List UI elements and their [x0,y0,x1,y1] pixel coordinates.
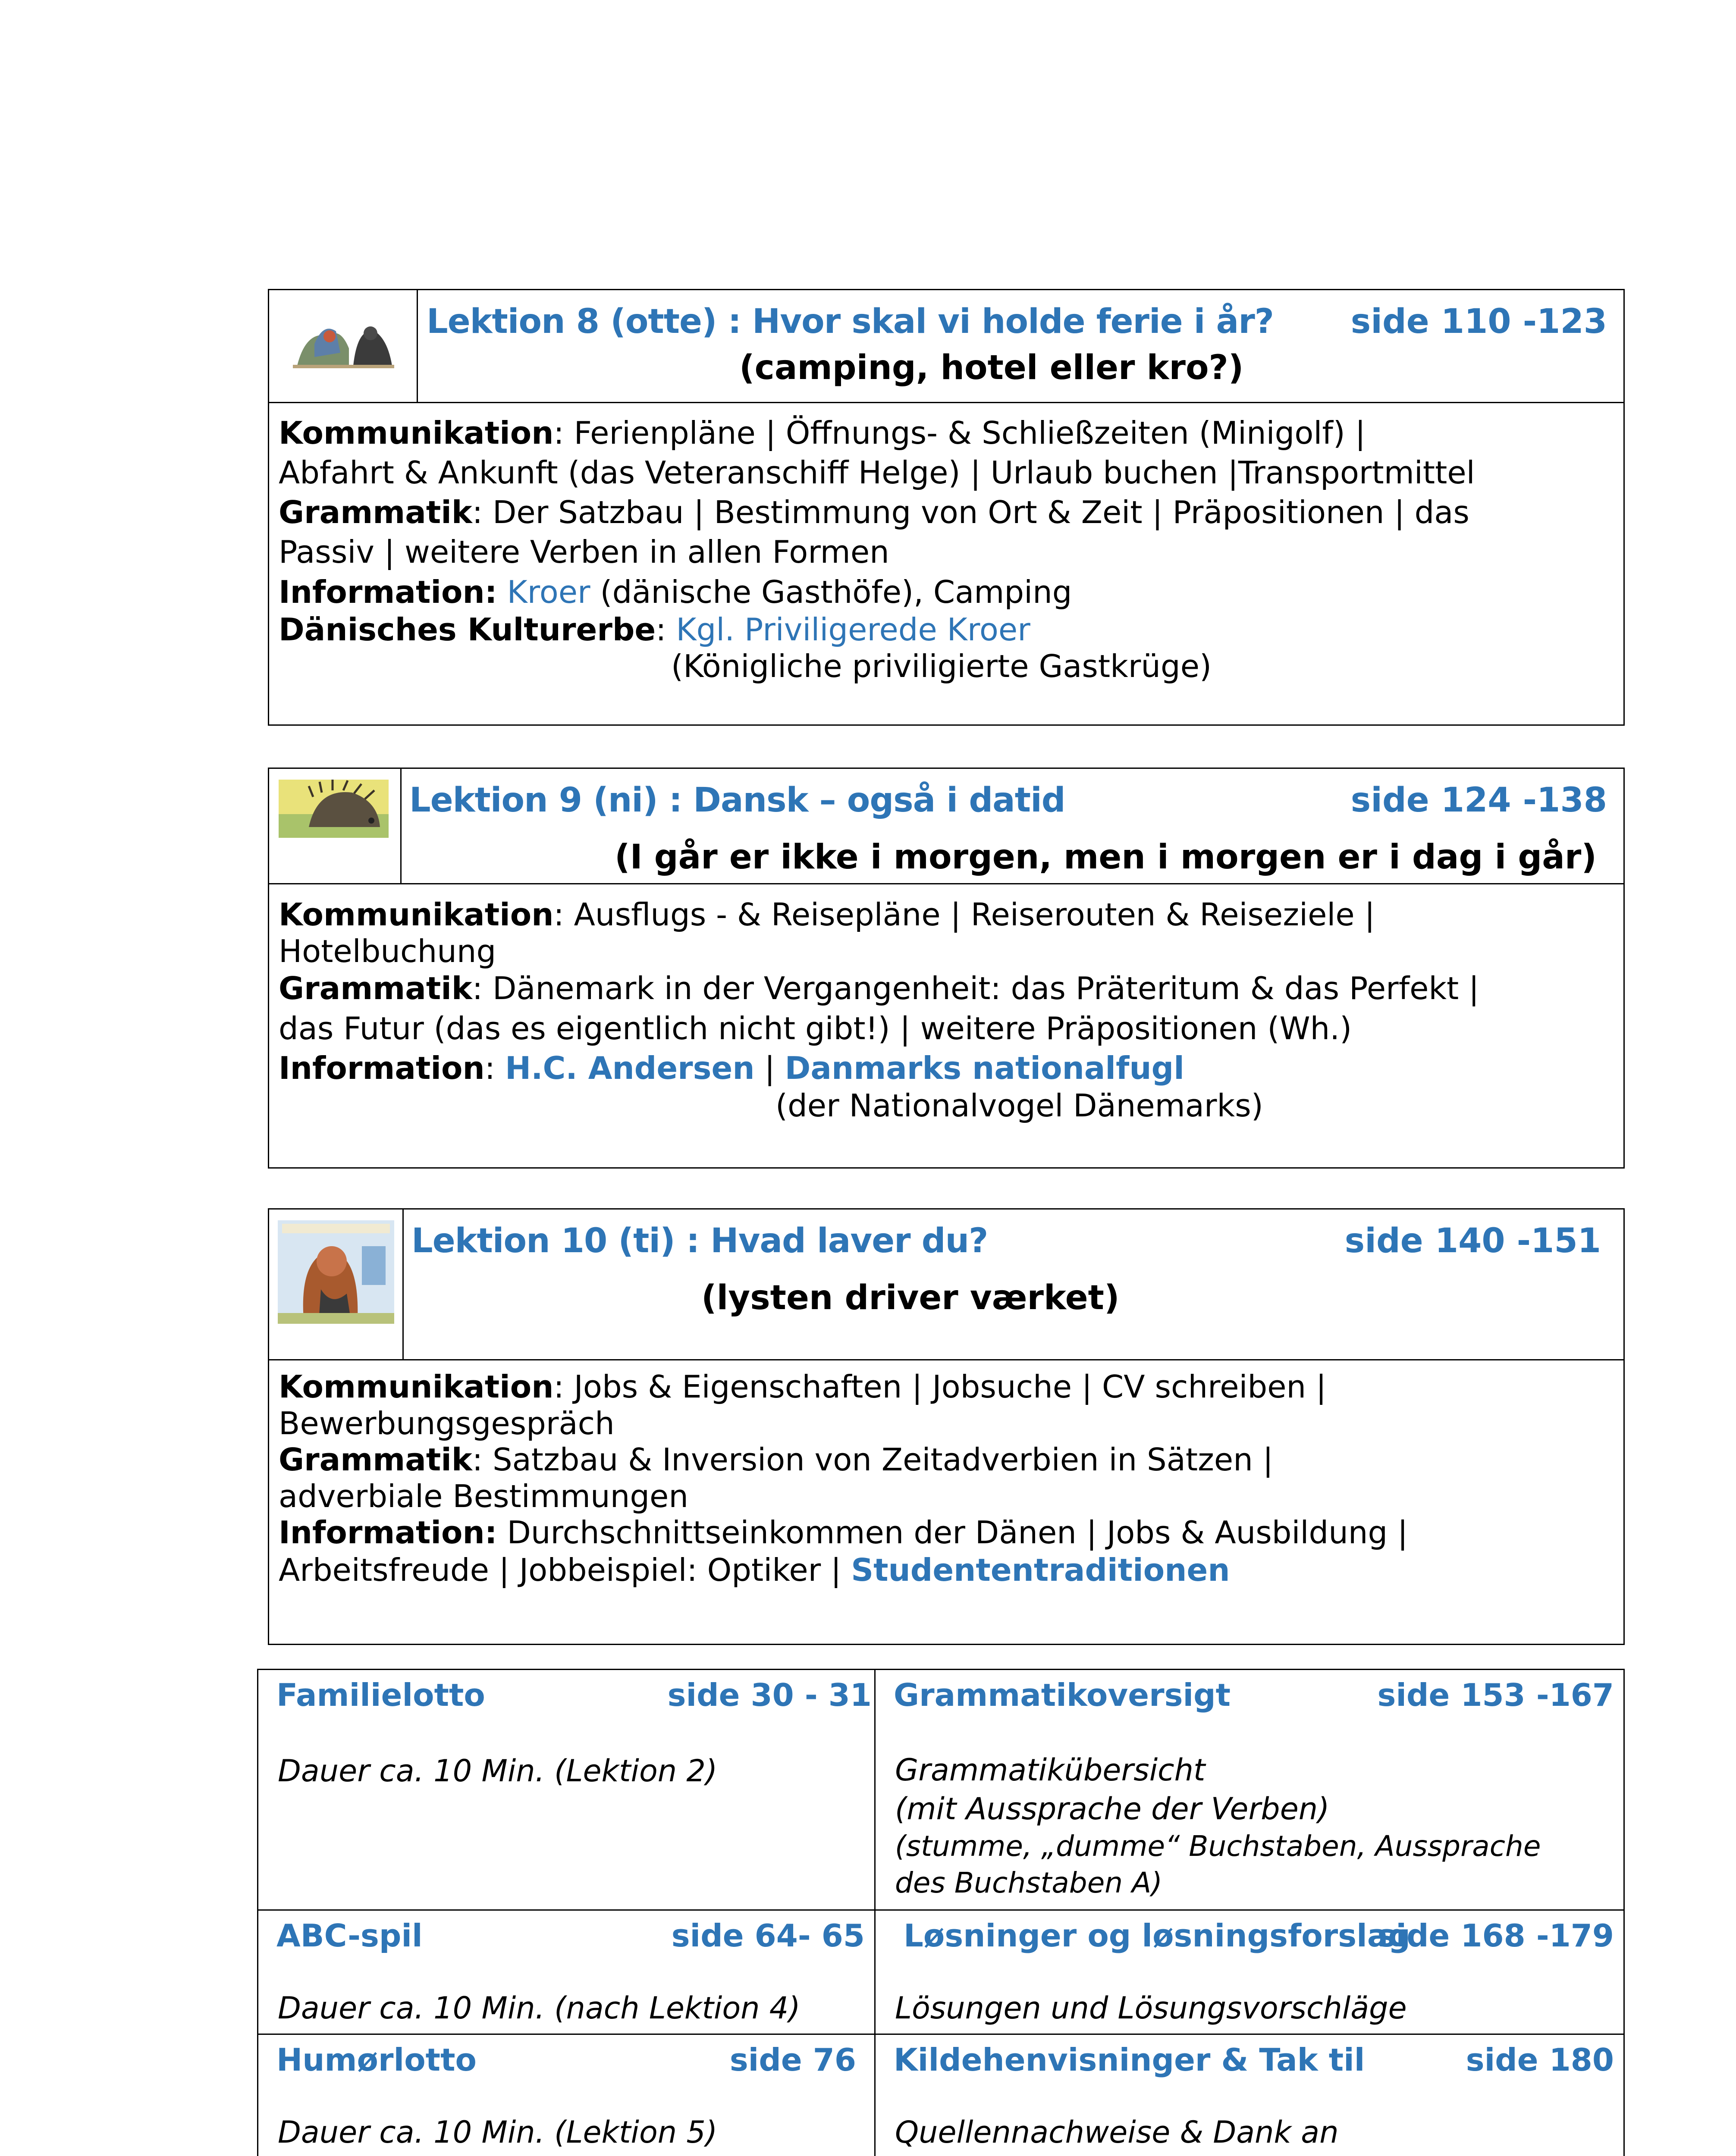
hc-andersen-link[interactable]: H.C. Andersen [505,1050,755,1086]
grammatik-label: Grammatik [279,970,472,1007]
information-label: Information: [279,573,497,610]
lesson-10-content [279,1370,1614,1590]
lesson-10-pages: side 140 -151 [1344,1222,1601,1260]
lesson-10-header [269,1210,1623,1360]
content-text: : Ausflugs - & Reisepläne | Reiserouten & Reiseziele | [553,896,1375,933]
lesson-9-box [268,768,1625,1169]
content-text: Arbeitsfreude | Jobbeispiel: Optiker | [279,1551,851,1588]
lesson-8-content: Kommunikation: Ferienpläne | Öffnungs- & Schließzeiten (Minigolf) | Abfahrt & Ankunft (das Veteranschiff Helge) | Urlaub buchen |Transportmittel Grammatik: Der Satzbau | Bestimmung von Ort & Zeit | Präpositionen | das Passiv | weitere Verben in allen Formen Information: Kroer (dänische Gasthöfe), Camping Dänisches Kulturerbe: Kgl. Priviligerede Kroer (Königliche priviligierte Gastkrüge) [279,413,1614,685]
desc-line: Grammatikübersicht [895,1752,1205,1788]
content-text: (dänische Gasthöfe), Camping [590,573,1072,610]
appendix-table [257,1669,1625,2156]
lesson-9-content: Kommunikation: Ausflugs - & Reisepläne | Reiserouten & Reiseziele | Hotelbuchung Grammatik: Dänemark in der Vergangenheit: das Präteritum & das Perfekt | das Futur (das es eigentlich nicht gibt!) | weitere Präpositionen (Wh.) Information: H.C. Andersen | Danmarks nationalfugl (der Nationalvogel Dänemarks) [279,895,1614,1124]
content-text: Hotelbuchung [279,933,496,970]
kommunikation-label: Kommunikation [279,415,554,451]
lesson-10-illustration-icon [278,1220,394,1324]
lesson-8-box [268,289,1625,726]
nationalfugl-note: (der Nationalvogel Dänemarks) [775,1087,1263,1124]
desc-line: (stumme, „dumme“ Buchstaben, Aussprache [895,1830,1541,1863]
humoerlotto-cell[interactable] [258,2035,874,2156]
information-label: Information [279,1050,485,1086]
content-text: Bewerbungsgespräch [279,1405,615,1442]
cell-title: Humørlotto [276,2042,477,2078]
grammatik-label: Grammatik [279,1442,472,1478]
cell-pages: side 30 - 31 [667,1677,872,1713]
lesson-9-illustration-icon [279,780,389,838]
content-text: : Satzbau & Inversion von Zeitadverbien in Sätzen | [472,1442,1273,1478]
lesson-9-pages: side 124 -138 [1350,781,1607,820]
cell-desc: Dauer ca. 10 Min. (nach Lektion 4) [278,1990,801,2026]
lesson-8-subtitle: (camping, hotel eller kro?) [739,348,1244,387]
kroer-link[interactable]: Kroer [507,573,590,610]
cell-title: Familielotto [276,1677,485,1713]
content-text: Durchschnittseinkommen der Dänen | Jobs & Ausbildung | [497,1514,1408,1551]
familielotto-cell[interactable] [258,1670,874,1909]
lesson-9-header [269,769,1623,884]
lesson-10-subtitle: (lysten driver værket) [701,1279,1120,1317]
lesson-8-illustration-icon [289,314,396,374]
content-text: : Der Satzbau | Bestimmung von Ort & Zeit | Präpositionen | das [472,494,1469,531]
kommunikation-label: Kommunikation [279,896,554,933]
cell-desc: Lösungen und Lösungsvorschläge [895,1990,1407,2026]
content-text: : Dänemark in der Vergangenheit: das Präteritum & das Perfekt | [472,970,1479,1007]
cell-title: ABC-spil [276,1918,423,1954]
lesson-8-thumbnail [269,290,418,402]
cell-pages: side 64- 65 [671,1918,865,1954]
heritage-link[interactable]: Kgl. Priviligerede Kroer [676,611,1030,648]
lesson-9-thumbnail [269,769,402,883]
kommunikation-label: Kommunikation [279,1369,554,1405]
content-text: adverbiale Bestimmungen [279,1478,688,1515]
loesninger-cell[interactable] [876,1911,1623,2034]
desc-line: des Buchstaben A) [895,1866,1163,1899]
grammatik-label: Grammatik [279,494,472,531]
heritage-note: (Königliche priviligierte Gastkrüge) [671,648,1212,684]
studententraditionen-link[interactable]: Studententraditionen [851,1551,1230,1588]
lesson-8-pages: side 110 -123 [1350,302,1607,341]
cell-pages: side 168 -179 [1377,1918,1614,1954]
cell-pages: side 180 [1466,2042,1614,2078]
cell-title: Grammatikoversigt [894,1677,1231,1713]
grammatikoversigt-cell[interactable] [876,1670,1623,1909]
lesson-10-thumbnail [269,1210,404,1359]
lesson-10-box [268,1208,1625,1645]
cell-title: Kildehenvisninger & Tak til [894,2042,1365,2078]
cell-pages: side 153 -167 [1377,1677,1614,1713]
content-text: das Futur (das es eigentlich nicht gibt!) | weitere Präpositionen (Wh.) [279,1010,1352,1047]
cell-pages: side 76 [729,2042,856,2078]
information-label: Information: [279,1514,497,1551]
cell-desc: Quellennachweise & Dank an [895,2115,1339,2150]
lesson-8-header [269,290,1623,403]
desc-line: (mit Aussprache der Verben) [895,1791,1330,1827]
kildehenvisninger-cell[interactable] [876,2035,1623,2156]
content-text: : Ferienpläne | Öffnungs- & Schließzeiten (Minigolf) | [553,415,1366,451]
cell-desc: Dauer ca. 10 Min. (Lektion 2) [278,1753,718,1789]
lesson-9-title: Lektion 9 (ni) : Dansk – også i datid [409,781,1065,820]
abc-spil-cell[interactable] [258,1911,874,2034]
content-text: Abfahrt & Ankunft (das Veteranschiff Helge) | Urlaub buchen |Transportmittel [279,454,1475,491]
content-text: : Jobs & Eigenschaften | Jobsuche | CV schreiben | [553,1369,1327,1405]
lesson-9-subtitle: (I går er ikke i morgen, men i morgen er i dag i går) [614,838,1597,877]
cell-desc [895,1751,1541,1901]
lesson-10-title: Lektion 10 (ti) : Hvad laver du? [411,1222,988,1260]
heritage-label: Dänisches Kulturerbe [279,611,656,648]
nationalfugl-link[interactable]: Danmarks nationalfugl [785,1050,1184,1086]
content-text: Passiv | weitere Verben in allen Formen [279,534,889,570]
cell-desc: Dauer ca. 10 Min. (Lektion 5) [278,2115,718,2150]
lesson-8-title: Lektion 8 (otte) : Hvor skal vi holde ferie i år? [427,302,1274,341]
cell-title: Løsninger og løsningsforslag [904,1918,1410,1954]
